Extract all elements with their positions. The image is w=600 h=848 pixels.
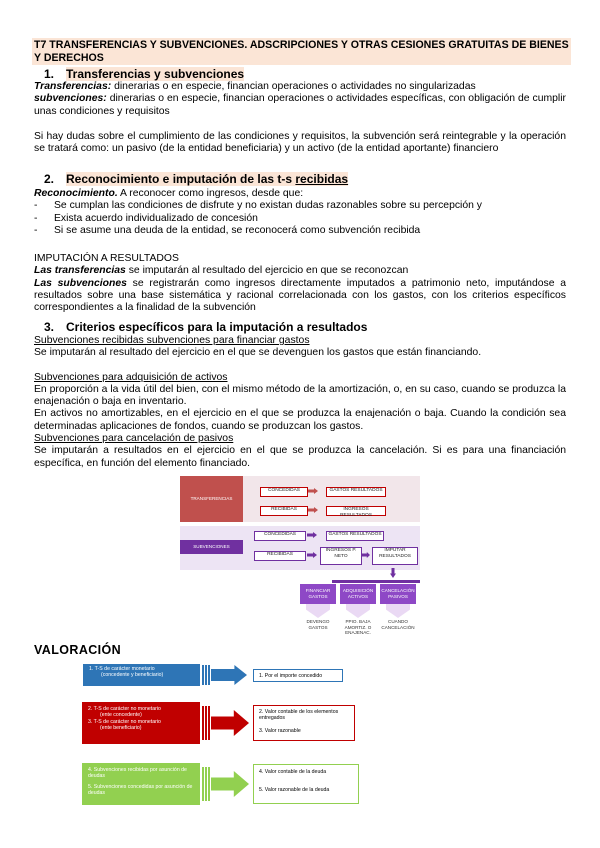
- section-title: Transferencias y subvenciones: [66, 67, 245, 81]
- section-1-definitions: [34, 81, 566, 118]
- blue-line-1: 1. T-S de carácter monetario: [89, 666, 155, 672]
- term-transferencias: Las transferencias: [34, 265, 126, 277]
- section-3-heading: [44, 320, 367, 334]
- arrow-right-icon: [211, 665, 247, 685]
- green-line-1: 4. Subvenciones recibidas por asunción de deudas: [88, 767, 187, 780]
- section-1-paragraph: Si hay dudas sobre el cumplimiento de las condiciones y requisitos, la subvención será reintegrable y la operación se tratará como: un pasivo (de la entidad beneficiaria) y un activo (de la entidad aportante) financiero: [34, 131, 566, 155]
- c1-box: [300, 584, 336, 604]
- imputacion-block: [34, 253, 566, 314]
- reconocimiento-block: [34, 188, 566, 237]
- green-output-2: 5. Valor razonable de la deuda: [259, 787, 330, 794]
- down-arrow-icon: [306, 604, 330, 618]
- subheading-activos: Subvenciones para adquisición de activos: [34, 371, 228, 383]
- arrow-right-icon: [211, 771, 249, 797]
- box-label: GASTOS RESULTADOS: [329, 488, 383, 493]
- section-number: 3.: [44, 320, 55, 334]
- c1-label: FINANCIAR GASTOS: [305, 588, 331, 599]
- box-label: RECIBIDAS: [271, 507, 297, 512]
- t-recibidas-box: [260, 506, 308, 516]
- subheading-gastos: Subvenciones recibidas subvenciones para financiar gastos: [34, 335, 310, 346]
- red-output-box: [253, 705, 355, 741]
- box-label: INGRESOS RESULTADOS: [340, 507, 372, 518]
- section-1-heading: [44, 67, 244, 81]
- transferencias-subvenciones-diagram: [180, 476, 420, 638]
- r1-label: DEVENGO GASTOS: [306, 619, 330, 630]
- term-subvenciones: Las subvenciones: [34, 277, 127, 289]
- green-output-1: 4. Valor contable de la deuda: [259, 769, 327, 775]
- blue-output-label: 1. Por el importe concedido: [259, 673, 323, 679]
- reconocimiento-line: [34, 188, 566, 200]
- term-transferencias: Transferencias:: [34, 81, 112, 92]
- subheading-pasivos: Subvenciones para cancelación de pasivos: [34, 433, 234, 445]
- term-subvenciones: subvenciones:: [34, 93, 107, 105]
- c2-label: ADQUISICIÓN ACTIVOS: [342, 588, 374, 599]
- term-reconocimiento: Reconocimiento.: [34, 188, 118, 199]
- section-number: 2.: [44, 172, 55, 186]
- criterios-block: [34, 335, 566, 470]
- t-gastos-box: [326, 487, 386, 497]
- box-label: INGRESOS P. NETO: [325, 548, 357, 559]
- def-subvenciones: dinerarias o en especie, financian operaciones o actividades específicas, con obligación de cumplir unas condiciones y requisitos: [34, 93, 566, 117]
- green-source-box: [82, 763, 200, 805]
- red-line-1: 2. T-S de carácter no monetario: [88, 706, 161, 712]
- red-source-box: [82, 702, 200, 744]
- section-number: 1.: [44, 67, 55, 81]
- red-line-2: 3. T-S de carácter no monetario: [88, 718, 161, 725]
- r2-label: PPIO. BAJA AMORTIZ. O ENAJENAC.: [344, 619, 372, 636]
- section-title: Reconocimiento e imputación de las t-s: [66, 172, 296, 186]
- t-ingresos-box: [326, 506, 386, 516]
- s-imputar-box: [372, 547, 418, 565]
- box-label: GASTOS RESULTADOS: [328, 532, 382, 537]
- imputacion-transferencias-text: se imputarán al resultado del ejercicio en que se reconozcan: [125, 265, 409, 277]
- down-arrow-icon: [346, 604, 370, 618]
- down-arrow-icon: [386, 604, 410, 618]
- red-line-2b: (ente beneficiario): [100, 725, 142, 732]
- green-output-box: [253, 764, 359, 804]
- subvenciones-panel: [180, 540, 243, 554]
- t-concedidas-box: [260, 487, 308, 497]
- s-concedidas-box: [254, 531, 306, 541]
- box-label: CONCEDIDAS: [268, 488, 300, 493]
- box-label: CONCEDIDAS: [264, 532, 296, 537]
- r3-label: CUANDO CANCELACIÓN: [381, 619, 415, 630]
- green-line-2: 5. Subvenciones concedidas por asunción de deudas: [88, 783, 193, 797]
- reconocimiento-text: A reconocer como ingresos, desde que:: [117, 188, 304, 199]
- red-line-1b: (ente concedente): [100, 712, 142, 719]
- blue-output-box: [253, 669, 343, 682]
- green-bars: [202, 767, 210, 801]
- section-2-heading: [44, 172, 348, 186]
- def-transferencias: dinerarias o en especie, financian operaciones o actividades no singularizadas: [111, 81, 476, 92]
- red-output-1: 2. Valor contable de los elementos entregados: [259, 709, 339, 722]
- imputacion-subvenciones-text: se registrarán como ingresos directamente imputados a patrimonio neto, imputándose a resultados sobre una base sistemática y racional correlacionada con los gastos, con los criterios específicos correspondientes a la finalidad de la subvención: [34, 277, 566, 314]
- imputacion-heading: IMPUTACIÓN A RESULTADOS: [34, 253, 179, 264]
- connector: [332, 580, 420, 583]
- c3-label: CANCELACIÓN PASIVOS: [381, 588, 415, 599]
- c3-box: [380, 584, 416, 604]
- text-gastos: Se imputarán al resultado del ejercicio en el que se devenguen los gastos que están financiando.: [34, 347, 482, 359]
- valoracion-heading: VALORACIÓN: [34, 643, 122, 657]
- imputacion-transferencias: [34, 265, 566, 277]
- box-label: RECIBIDAS: [267, 552, 293, 557]
- subvenciones-label: SUBVENCIONES: [193, 544, 230, 549]
- arrow-right-icon: [211, 710, 249, 736]
- s-recibidas-box: [254, 551, 306, 561]
- document-title: T7 TRANSFERENCIAS Y SUBVENCIONES. ADSCRIPCIONES Y OTRAS CESIONES GRATUITAS DE BIENES Y DERECHOS: [32, 38, 571, 65]
- list-item: - Se cumplan las condiciones de disfrute y no existan dudas razonables sobre su percepción y: [34, 200, 566, 212]
- section-title-underlined: recibidas: [295, 172, 349, 186]
- box-label: IMPUTAR RESULTADOS: [379, 548, 411, 559]
- blue-bars: [202, 665, 210, 685]
- imputacion-subvenciones: [34, 278, 566, 315]
- text-pasivos: Se imputarán a resultados en el ejercicio en el que se produzca la cancelación. Si es para una financiación específica, en función del elemento financiado.: [34, 445, 566, 469]
- list-item: - Exista acuerdo individualizado de concesión: [34, 213, 566, 225]
- list-item: - Si se asume una deuda de la entidad, se reconocerá como subvención recibida: [34, 225, 566, 237]
- s-ingresos-box: [320, 547, 362, 565]
- blue-source-box: [83, 664, 200, 686]
- transferencias-label: TRANSFERENCIAS: [190, 496, 233, 501]
- blue-line-2: (concedente y beneficiario): [101, 672, 164, 679]
- s-gastos-box: [326, 531, 384, 541]
- text-activos-2: En activos no amortizables, en el ejercicio en el que se produzca la enajenación o baja. Cuando la condición sea determinadas aplicaciones de fondos, cuando se produzcan los gastos.: [34, 408, 566, 432]
- red-output-2: 3. Valor razonable: [259, 727, 301, 734]
- text-activos-1: En proporción a la vida útil del bien, con el mismo método de la amortización, o, en su caso, cuando se produzca la enajenación o baja en inventario.: [34, 383, 566, 408]
- transferencias-panel: [180, 476, 243, 522]
- section-title: Criterios específicos para la imputación a resultados: [66, 320, 368, 334]
- c2-box: [340, 584, 376, 604]
- red-bars: [202, 706, 210, 740]
